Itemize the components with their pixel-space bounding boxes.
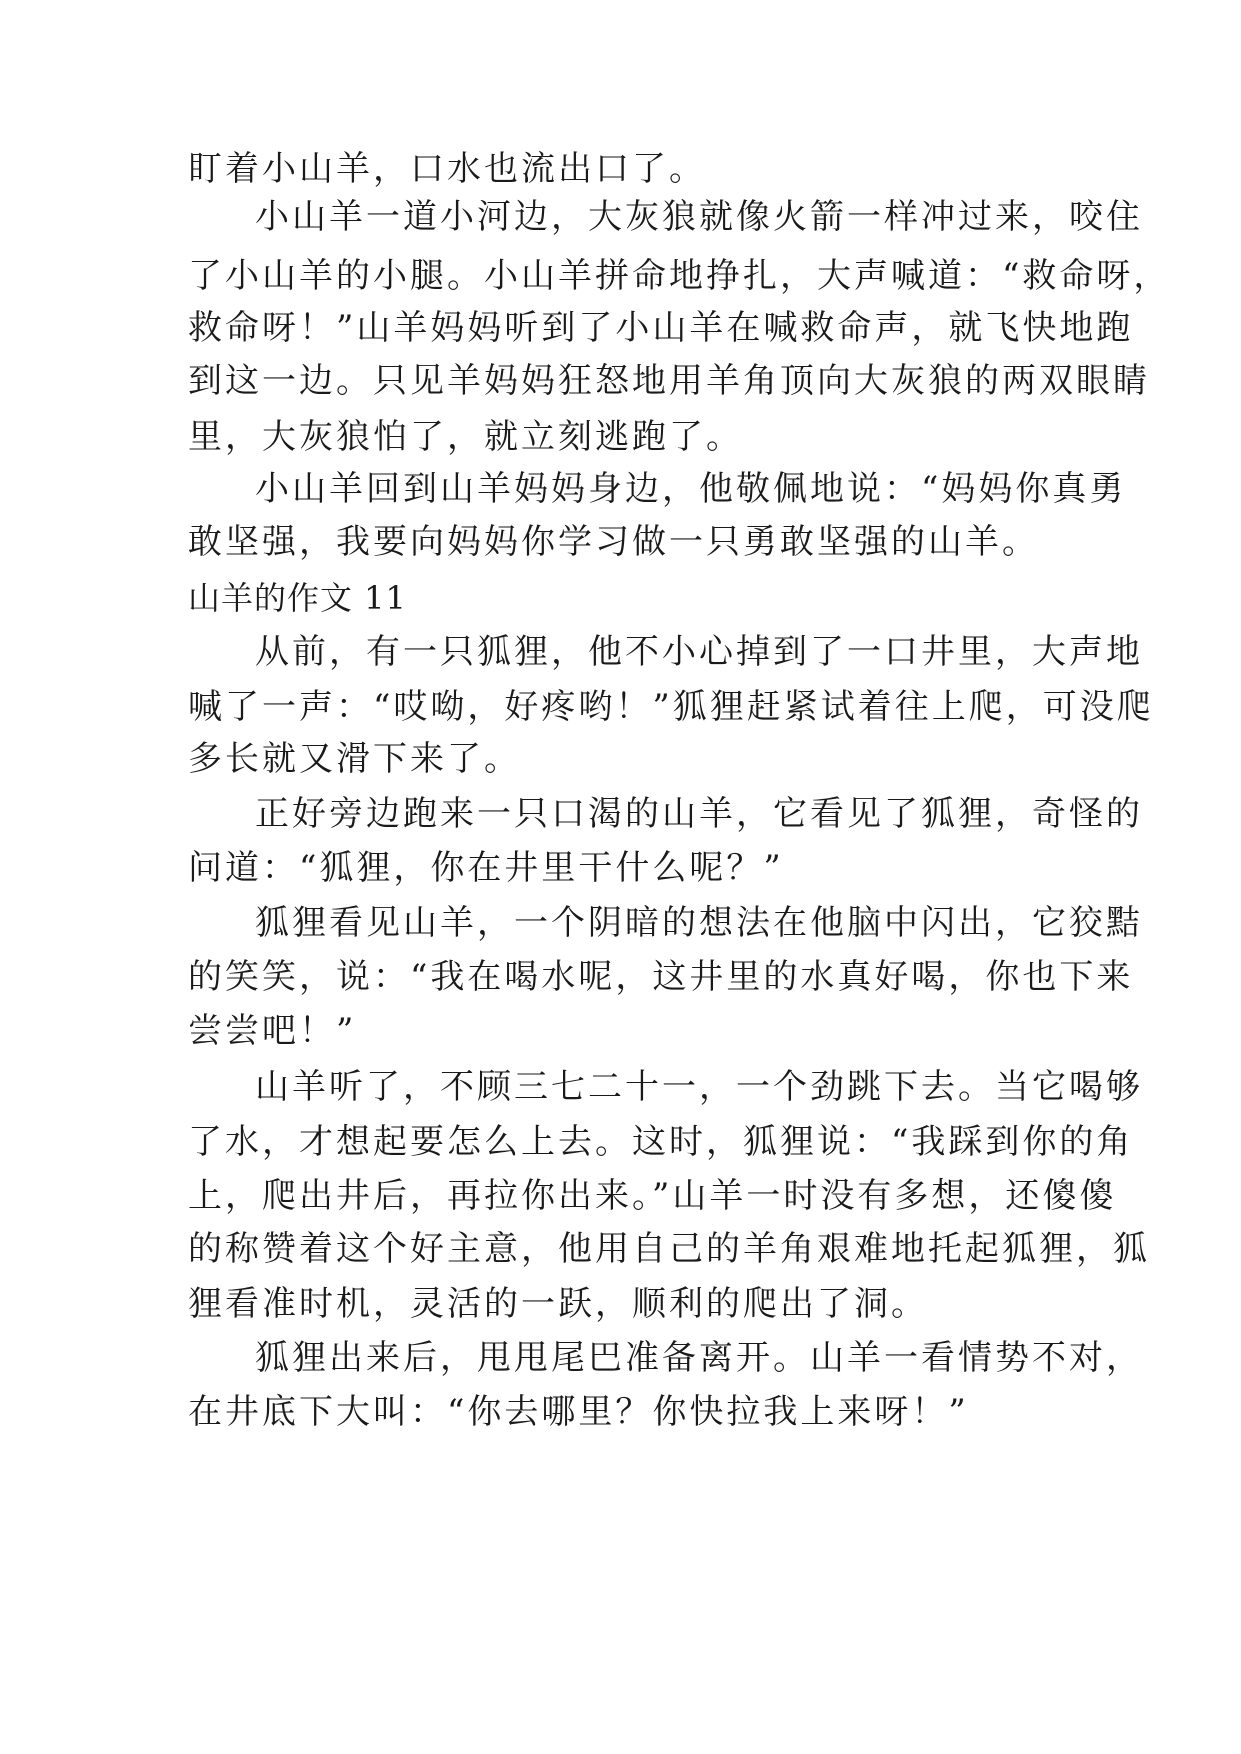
text-line: 到这一边。只见羊妈妈狂怒地用羊角顶向大灰狼的两双眼睛 (188, 361, 1150, 401)
text-line: 救命呀！”山羊妈妈听到了小山羊在喊救命声，就飞快地跑 (188, 308, 1134, 348)
text-line: 狸看准时机，灵活的一跃，顺利的爬出了洞。 (188, 1284, 928, 1324)
paragraph-first-line: 狐狸看见山羊，一个阴暗的想法在他脑中闪出，它狡黠 (255, 903, 1143, 943)
text-line: 尝尝吧！” (188, 1011, 357, 1051)
text-line: 盯着小山羊，口水也流出口了。 (188, 149, 706, 189)
text-line: 在井底下大叫：“你去哪里？你快拉我上来呀！” (188, 1392, 969, 1432)
text-line: 喊了一声：“哎呦，好疼哟！”狐狸赶紧试着往上爬，可没爬 (188, 687, 1154, 727)
paragraph-first-line: 山羊听了，不顾三七二十一，一个劲跳下去。当它喝够 (255, 1067, 1143, 1107)
text-line: 的称赞着这个好主意，他用自己的羊角艰难地托起狐狸，狐 (188, 1229, 1150, 1269)
paragraph-first-line: 从前，有一只狐狸，他不小心掉到了一口井里，大声地 (255, 632, 1143, 672)
paragraph-first-line: 小山羊回到山羊妈妈身边，他敬佩地说：“妈妈你真勇 (255, 469, 1127, 509)
text-line: 了小山羊的小腿。小山羊拼命地挣扎，大声喊道：“救命呀， (188, 256, 1171, 296)
text-line: 了水，才想起要怎么上去。这时，狐狸说：“我踩到你的角 (188, 1122, 1134, 1162)
paragraph-first-line: 狐狸出来后，甩甩尾巴准备离开。山羊一看情势不对， (255, 1338, 1143, 1378)
text-line: 多长就又滑下来了。 (188, 739, 521, 779)
text-line: 的笑笑，说：“我在喝水呢，这井里的水真好喝，你也下来 (188, 957, 1134, 997)
text-line: 里，大灰狼怕了，就立刻逃跑了。 (188, 417, 743, 457)
section-heading: 山羊的作文 11 (188, 579, 407, 617)
text-line: 敢坚强，我要向妈妈你学习做一只勇敢坚强的山羊。 (188, 522, 1039, 562)
text-line: 问道：“狐狸，你在井里干什么呢？” (188, 848, 784, 888)
paragraph-first-line: 正好旁边跑来一只口渴的山羊，它看见了狐狸，奇怪的 (255, 794, 1143, 834)
paragraph-first-line: 小山羊一道小河边，大灰狼就像火箭一样冲过来，咬住 (255, 197, 1143, 237)
text-line: 上，爬出井后，再拉你出来。”山羊一时没有多想，还傻傻 (188, 1176, 1117, 1216)
